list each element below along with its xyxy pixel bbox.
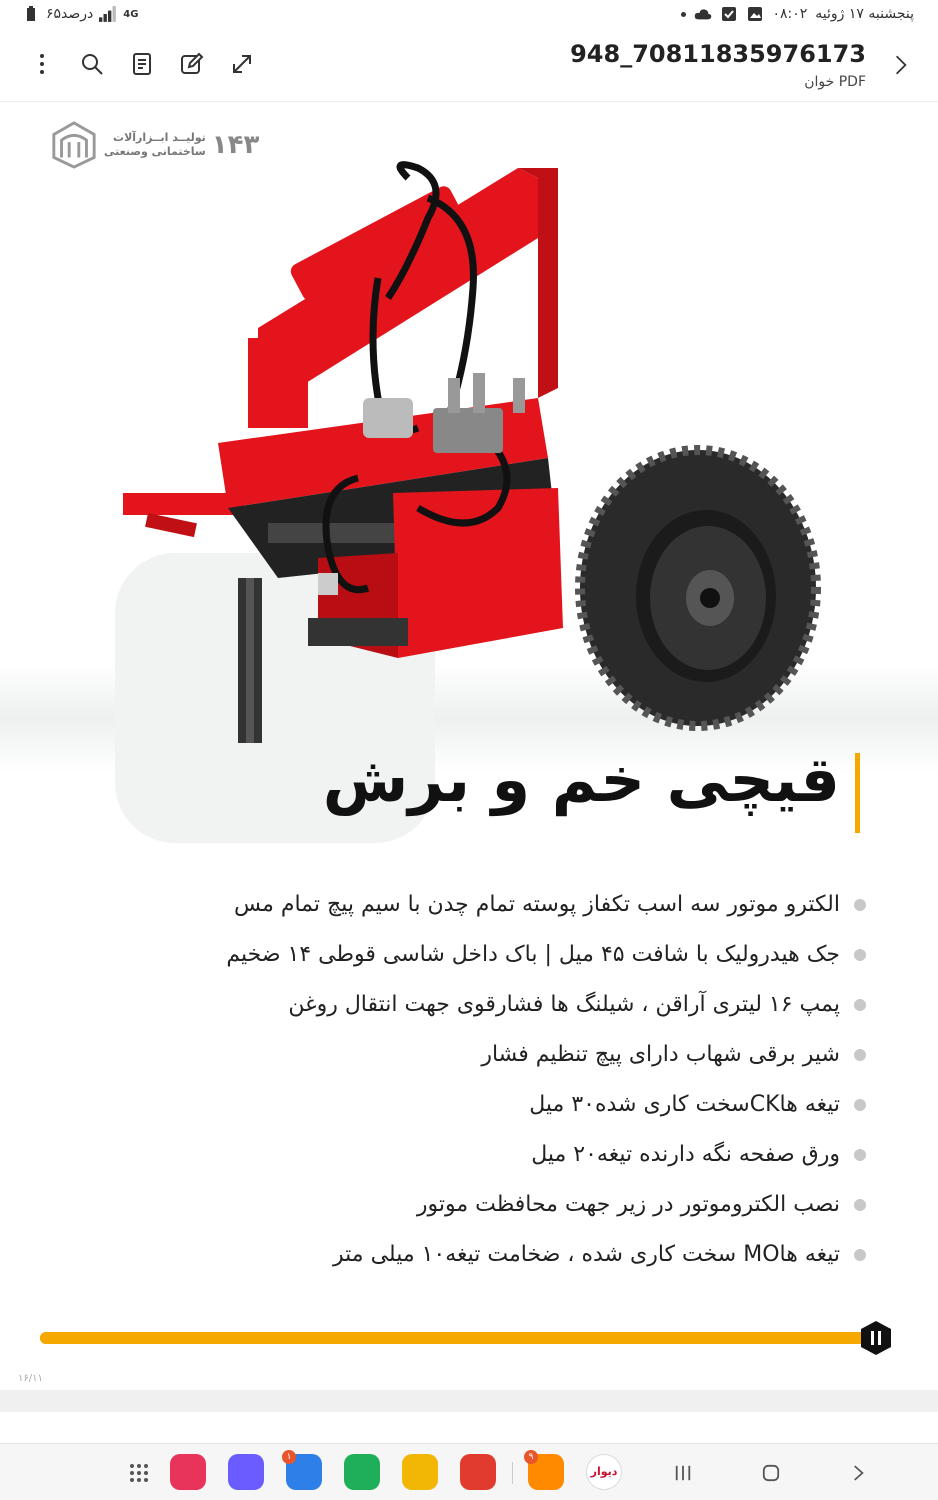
page-indicator: ۱۶/۱۱ (18, 1373, 43, 1384)
notification-badge: ۱ (282, 1450, 296, 1464)
feature-item: نصب الکتروموتور در زیر جهت محافظت موتور (166, 1183, 866, 1233)
browser-app-icon[interactable] (228, 1454, 264, 1490)
feature-item: شیر برقی شهاب دارای پیچ تنظیم فشار (166, 1033, 866, 1083)
logo-line-1: تولیــد ابــزارآلات (113, 131, 206, 144)
header-toolbar (28, 50, 256, 78)
files-app-icon[interactable] (402, 1454, 438, 1490)
logo-line-2: ساختمانی وصنعتی (104, 145, 206, 158)
feature-item: پمپ ۱۶ لیتری آراقن ، شیلنگ ها فشارقوی جهت انتقال روغن (166, 983, 866, 1033)
bullet-icon (854, 899, 866, 911)
feature-item: تیغه هاMO سخت کاری شده ، ضخامت تیغه۱۰ میلی متر (166, 1233, 866, 1283)
time-label: ۰۸:۰۲ (772, 6, 808, 22)
pdf-page[interactable] (0, 103, 938, 1388)
bending-cutting-machine-image (118, 158, 828, 758)
document-title: 948_70811835976173 (570, 40, 866, 68)
network-label: 4G (123, 8, 139, 20)
status-left (22, 6, 138, 22)
status-right (681, 6, 914, 22)
building-logo-icon (50, 121, 98, 169)
bullet-icon (854, 1049, 866, 1061)
more-icon[interactable] (28, 50, 56, 78)
battery-icon (22, 6, 40, 22)
logo-number: ۱۴۳ (211, 130, 260, 160)
notification-badge: ۹ (524, 1450, 538, 1464)
bullet-icon (854, 949, 866, 961)
taskbar (0, 1443, 938, 1500)
list-icon[interactable] (128, 50, 156, 78)
back-chevron-icon[interactable] (844, 1458, 874, 1488)
notes-app-icon[interactable] (460, 1454, 496, 1490)
bullet-icon (854, 1149, 866, 1161)
feature-item: ورق صفحه نگه دارنده تیغه۲۰ میل (166, 1133, 866, 1183)
progress-bar[interactable] (40, 1332, 880, 1344)
battery-label: ۶۵درصد (46, 6, 94, 22)
chevron-right-icon[interactable] (886, 50, 916, 80)
screen-recorder-app-icon[interactable] (170, 1454, 206, 1490)
feature-item: جک هیدرولیک با شافت ۴۵ میل | باک داخل شاسی قوطی ۱۴ ضخیم (166, 933, 866, 983)
bullet-icon (854, 1099, 866, 1111)
taskbar-divider (512, 1462, 513, 1484)
bullet-icon (854, 1249, 866, 1261)
status-bar (0, 0, 938, 32)
product-title: قیچی خم و برش (322, 743, 840, 816)
messages-app-icon[interactable] (286, 1454, 322, 1490)
app-drawer-icon[interactable] (124, 1458, 154, 1488)
logo-text (104, 131, 206, 159)
expand-icon[interactable] (228, 50, 256, 78)
feature-item: تیغه هاCKسخت کاری شده۳۰ میل (166, 1083, 866, 1133)
dot-icon (681, 12, 686, 17)
feature-list (166, 883, 866, 1283)
page-separator (0, 1390, 938, 1412)
search-icon[interactable] (78, 50, 106, 78)
progress-fill (40, 1332, 876, 1344)
title-accent-bar (855, 753, 860, 833)
home-icon[interactable] (756, 1458, 786, 1488)
cloud-icon (694, 6, 712, 22)
recents-icon[interactable] (668, 1458, 698, 1488)
date-label: پنجشنبه ۱۷ ژوئیه (815, 6, 914, 22)
phone-app-icon[interactable] (344, 1454, 380, 1490)
divar-app-icon[interactable]: دیوار (586, 1454, 622, 1490)
check-icon (720, 6, 738, 22)
app-subtitle: PDF خوان (804, 74, 866, 90)
gallery-icon (746, 6, 764, 22)
feature-item: الکترو موتور سه اسب تکفاز پوسته تمام چدن با سیم پیچ تمام مس (166, 883, 866, 933)
pause-knob-icon[interactable] (859, 1320, 893, 1356)
bullet-icon (854, 999, 866, 1011)
bullet-icon (854, 1199, 866, 1211)
edit-icon[interactable] (178, 50, 206, 78)
store-app-icon[interactable] (528, 1454, 564, 1490)
signal-icon (99, 6, 117, 22)
app-header (0, 32, 938, 102)
